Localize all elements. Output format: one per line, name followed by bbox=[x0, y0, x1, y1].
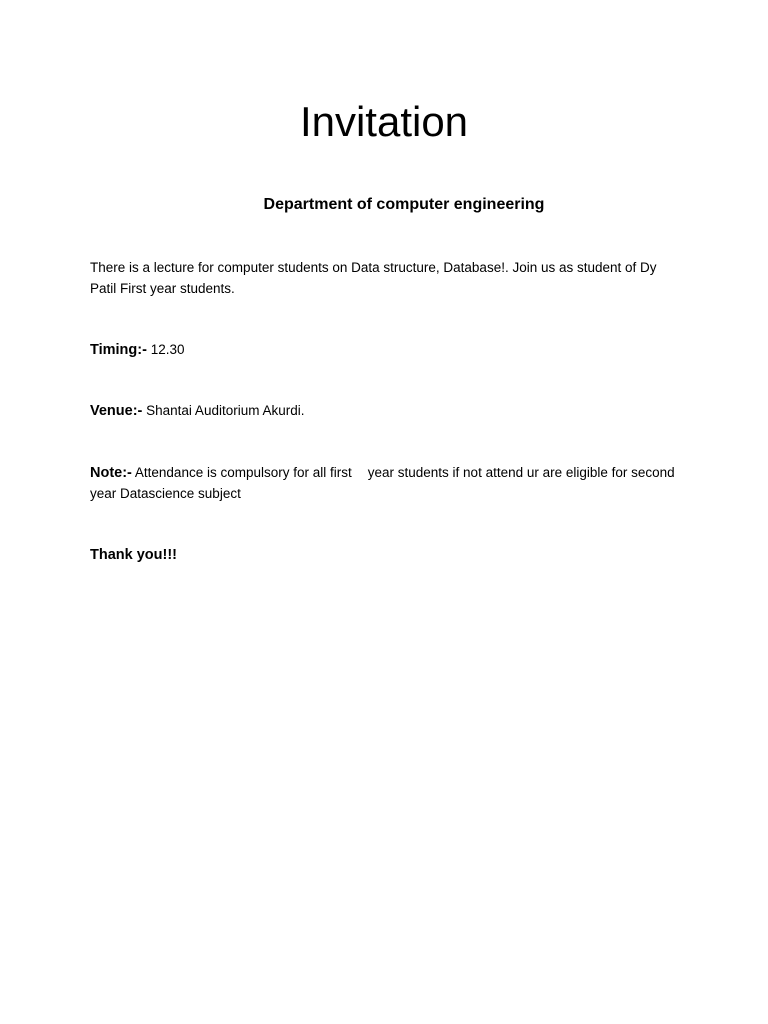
timing-label: Timing:- bbox=[90, 342, 147, 358]
venue-label: Venue:- bbox=[90, 403, 143, 419]
venue-value: Shantai Auditorium Akurdi. bbox=[146, 403, 305, 418]
closing-line bbox=[90, 545, 680, 566]
note-paragraph bbox=[90, 463, 680, 504]
timing-line bbox=[90, 340, 680, 361]
closing-text: Thank you!!! bbox=[90, 547, 177, 563]
note-text-part1: Attendance is compulsory for all first bbox=[134, 465, 352, 480]
page-title: Invitation bbox=[299, 98, 469, 145]
note-text-part2: year students if not attend ur are eligible for second year Datascience subject bbox=[90, 465, 675, 501]
intro-paragraph: There is a lecture for computer students on Data structure, Database!. Join us as student of Dy Patil First year students. bbox=[90, 260, 657, 296]
timing-value: 12.30 bbox=[150, 342, 185, 357]
venue-line bbox=[90, 401, 680, 422]
note-label: Note:- bbox=[90, 465, 132, 481]
department-heading: Department of computer engineering bbox=[263, 196, 545, 213]
